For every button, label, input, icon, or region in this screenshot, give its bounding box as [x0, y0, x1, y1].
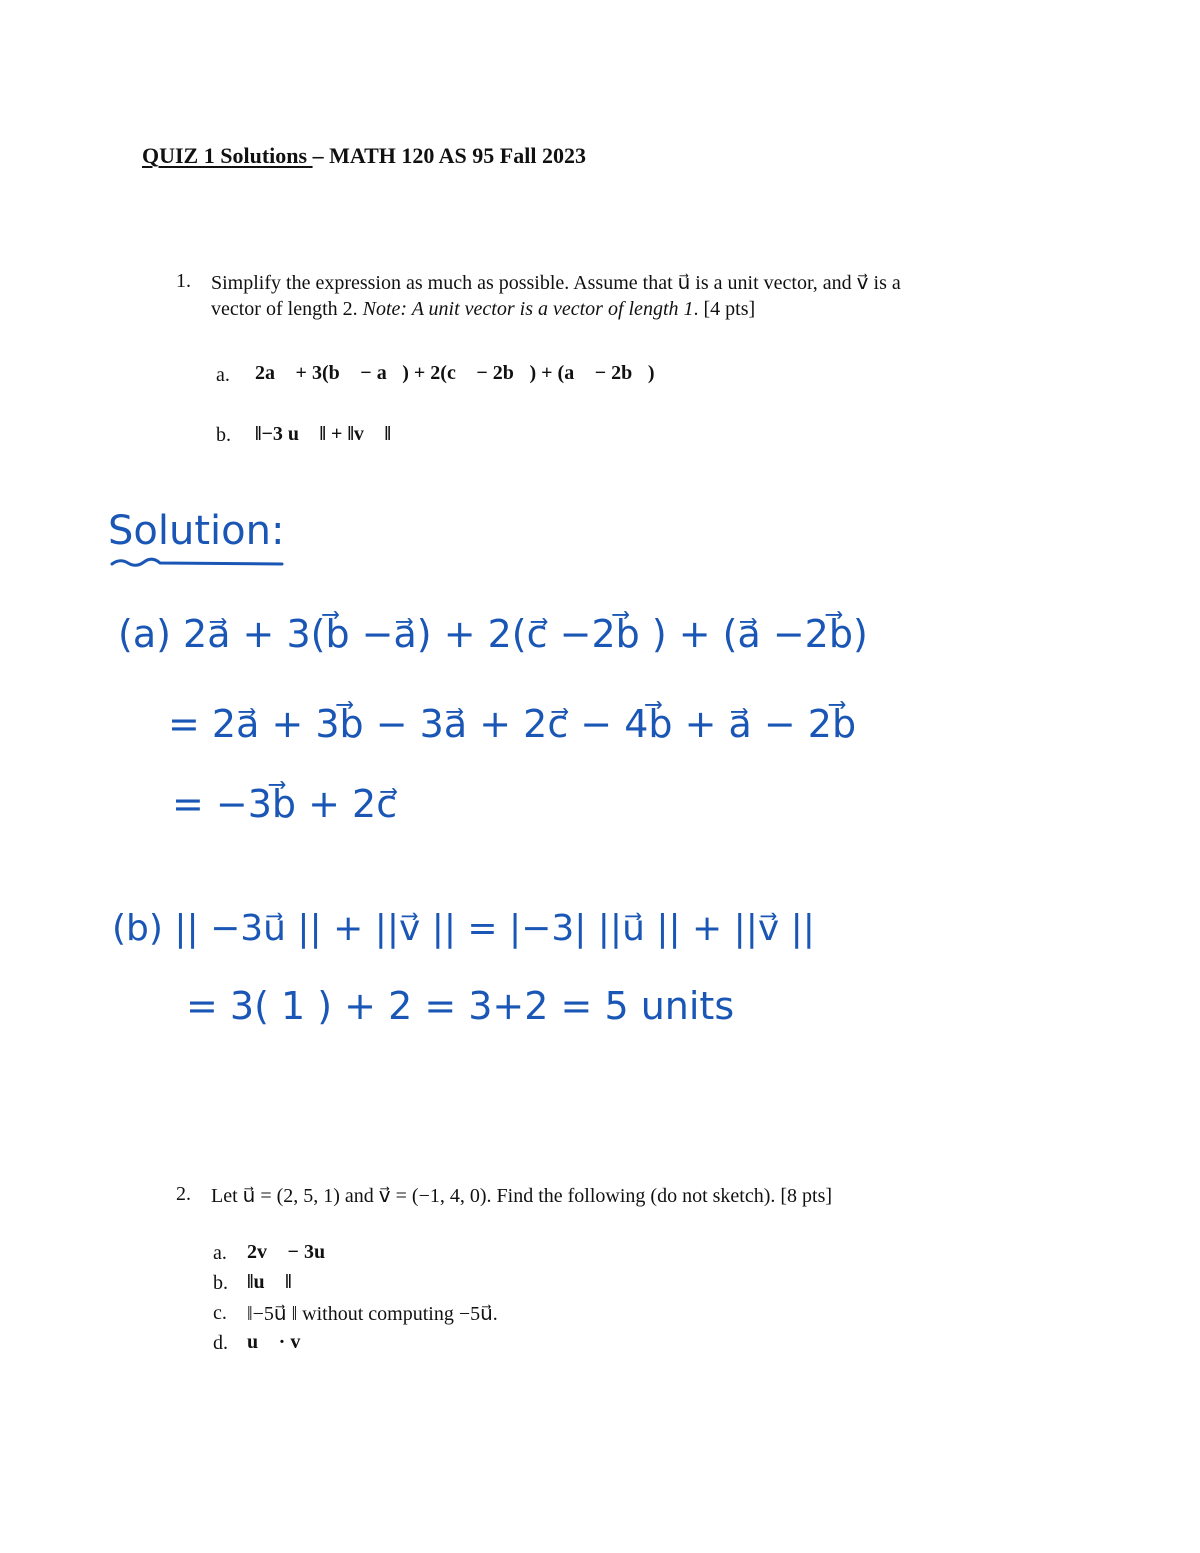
- q2-item-b-text: ‖u⃗ ‖: [247, 1271, 292, 1293]
- q1-text-line1: Simplify the expression as much as possible. Assume that u⃗ is a unit vector, and v⃗ is a: [211, 272, 901, 294]
- q1-part-b-label: b.: [216, 424, 231, 446]
- q1-text-line2-start: vector of length 2.: [211, 298, 363, 320]
- q1-text-line2: [211, 298, 755, 321]
- page-title: [142, 143, 586, 169]
- solution-b-line2: = 3( 1 ) + 2 = 3+2 = 5 units: [186, 984, 735, 1028]
- q2-item-b-label: b.: [213, 1272, 228, 1294]
- solution-b-line1: (b) || −3u⃗ || + ||v⃗ || = |−3| ||u⃗ || + ||v⃗ ||: [112, 908, 815, 949]
- q1-points: . [4 pts]: [693, 298, 756, 320]
- q1-part-a-label: a.: [216, 364, 230, 386]
- q2-item-d-label: d.: [213, 1332, 228, 1354]
- q1-note: Note: A unit vector is a vector of length 1: [362, 298, 694, 320]
- q1-part-b-expr: ‖−3 u⃗ ‖ + ‖v⃗ ‖: [255, 423, 391, 445]
- solution-heading: Solution:: [108, 508, 285, 554]
- q2-item-a-label: a.: [213, 1242, 227, 1264]
- q2-text: Let u⃗ = (2, 5, 1) and v⃗ = (−1, 4, 0). Find the following (do not sketch). [8 pts]: [211, 1185, 833, 1207]
- solution-underline: [110, 556, 285, 570]
- solution-a-line2: = 2a⃗ + 3b⃗ − 3a⃗ + 2c⃗ − 4b⃗ + a⃗ − 2b⃗: [168, 702, 857, 746]
- q2-item-d-text: u⃗ · v⃗: [247, 1331, 316, 1353]
- solution-a-line3: = −3b⃗ + 2c⃗: [172, 782, 398, 826]
- title-underlined: QUIZ 1 Solutions: [142, 143, 313, 168]
- q2-item-a-text: 2v⃗ − 3u⃗: [247, 1241, 341, 1263]
- q2-item-c-text: ‖−5u⃗ ‖ without computing −5u⃗.: [247, 1303, 498, 1325]
- title-rest: – MATH 120 AS 95 Fall 2023: [312, 143, 586, 168]
- solution-a-line1: (a) 2a⃗ + 3(b⃗ −a⃗) + 2(c⃗ −2b⃗ ) + (a⃗ −2b⃗): [118, 612, 868, 656]
- q1-number: 1.: [176, 270, 191, 292]
- q2-number: 2.: [176, 1183, 191, 1205]
- q2-item-c-label: c.: [213, 1302, 227, 1324]
- q1-part-a-expr: 2a⃗ + 3(b⃗ − a⃗) + 2(c⃗ − 2b⃗) + (a⃗ − 2b⃗): [255, 362, 655, 384]
